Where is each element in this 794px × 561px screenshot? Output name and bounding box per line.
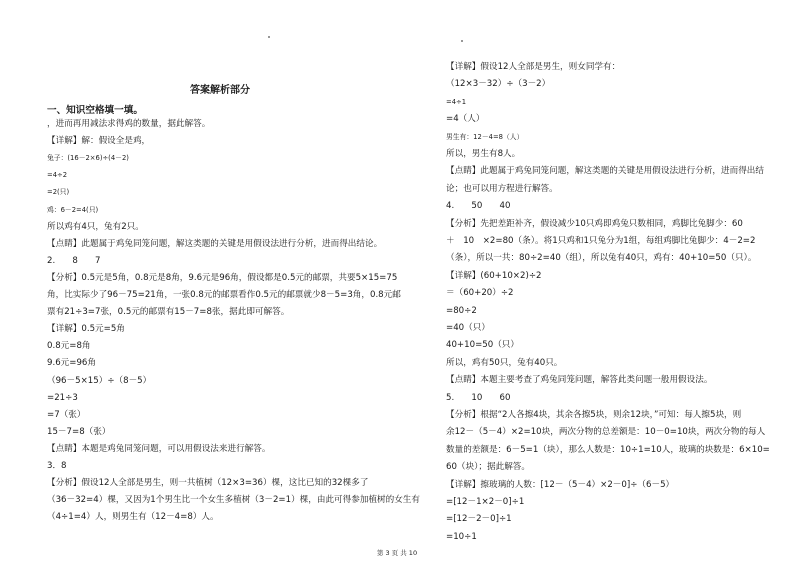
text-line: （12×3－32）÷（3－2） [446, 79, 551, 90]
text-line: 鸡：6－2=4(只) [47, 205, 99, 214]
text-line: 15－7=8（张） [47, 426, 111, 437]
text-line: 余12－（5－4）×2=10块，两次分物的总差额是：10－0=10块，两次分物的每人 [446, 427, 766, 438]
text-line: 所以，鸡有50只，兔有40只。 [446, 357, 563, 368]
scan-dot [268, 36, 270, 38]
text-line: 0.8元=8角 [47, 341, 91, 352]
text-line: 3．8 [47, 461, 67, 471]
page-footer: 第 3 页 共 10 [376, 549, 418, 557]
text-line: 所以鸡有4只，兔有2只。 [47, 221, 144, 232]
text-line: =4（人） [446, 114, 485, 125]
text-line: 【分析】根据“2人各擦4块，其余各擦5块，则余12块，”可知：每人擦5块，则 [446, 410, 742, 420]
text-line: 【详解】0.5元=5角 [47, 324, 125, 335]
scan-dot [461, 40, 463, 42]
text-line: 2. 8 7 [47, 255, 101, 266]
text-line: 【点睛】此题属于鸡兔同笼问题，解这类题的关键是用假设法进行分析，进而得出结 [446, 166, 764, 177]
text-line: 男生有：12－4=8（人） [446, 132, 524, 141]
text-line: ，进而再用减法求得鸡的数量，据此解答。 [47, 119, 211, 129]
text-line: 论；也可以用方程进行解答。 [446, 183, 558, 194]
text-line: 【点睛】本题是鸡兔同笼问题，可以用假设法来进行解答。 [47, 443, 271, 454]
text-line: 【分析】假设12人全部是男生，则一共植树（12×3=36）棵，这比已知的32棵多了 [47, 478, 369, 489]
text-line: 【分析】0.5元是5角，0.8元是8角，9.6元是96角，假设都是0.5元的邮票，共要5×15=75 [47, 272, 398, 283]
text-line: （条），所以一共：80÷2=40（组），所以兔有40只，鸡有：40+10=50（只）。 [446, 253, 757, 264]
text-line: 9.6元=96角 [47, 358, 96, 369]
text-line: =7（张） [47, 409, 86, 420]
text-line: =10÷1 [446, 531, 477, 542]
text-line: 4. 50 40 [446, 201, 511, 212]
text-line: =2(只) [47, 188, 70, 197]
text-line: 5. 10 60 [446, 392, 511, 403]
text-line: 【详解】解：假设全是鸡， [47, 136, 151, 147]
text-line: 票有21÷3=7张，0.5元的邮票有15－7=8张，据此即可解答。 [47, 307, 290, 318]
text-line: 【点睛】此题属于鸡兔同笼问题，解这类题的关键是用假设法进行分析，进而得出结论。 [47, 238, 383, 249]
text-line: =21÷3 [47, 392, 78, 403]
text-line: 40+10=50（只） [446, 340, 519, 351]
text-line: =[12－1×2－0]÷1 [446, 497, 525, 507]
text-line: （4÷1=4）人，则男生有（12－4=8）人。 [47, 512, 219, 523]
text-line: =80÷2 [446, 305, 477, 316]
section-heading: 一、知识空格填一填。 [47, 105, 143, 116]
text-line: =[12－2－0]÷1 [446, 514, 512, 525]
text-line: （36－32=4）棵，又因为1个男生比一个女生多植树（3－2=1）棵，由此可得参加植树的女生有 [47, 495, 420, 506]
text-line: 【分析】先把差距补齐，假设减少10只鸡即鸡兔只数相同，鸡脚比兔脚少：60 [446, 218, 743, 229]
text-line: =4÷1 [446, 97, 467, 106]
text-line: 【点睛】本题主要考查了鸡兔同笼问题，解答此类问题一般用假设法。 [446, 375, 713, 386]
text-line: （96－5×15）÷（8－5） [47, 375, 152, 386]
text-line: 60（块）；据此解答。 [446, 462, 530, 473]
text-line: ＝（60+20）÷2 [446, 288, 514, 299]
text-line: 【详解】擦玻璃的人数：[12－（5－4）×2－0]÷（6－5） [446, 479, 675, 490]
page-title: 答案解析部分 [190, 85, 250, 96]
text-line: 兔子：(16－2×6)÷(4－2) [47, 154, 129, 163]
text-line: 所以，男生有8人。 [446, 149, 521, 159]
text-line: =4÷2 [47, 171, 68, 180]
text-line: 【详解】(60+10×2)÷2 [446, 270, 542, 281]
text-line: 数量的差额是：6－5=1（块），那么人数是：10÷1=10人，玻璃的块数是：6×10= [446, 444, 770, 455]
text-line: ＋ 10 ×2=80（条）。将1只鸡和1只兔分为1组，每组鸡脚比兔脚少：4－2=2 [446, 236, 756, 246]
text-line: 角，比实际少了96－75=21角，一张0.8元的邮票看作0.5元的邮票就少8－5=3角，0.8元邮 [47, 290, 401, 300]
text-line: 【详解】假设12人全部是男生，则女同学有： [446, 62, 621, 72]
text-line: =40（只） [446, 323, 490, 333]
